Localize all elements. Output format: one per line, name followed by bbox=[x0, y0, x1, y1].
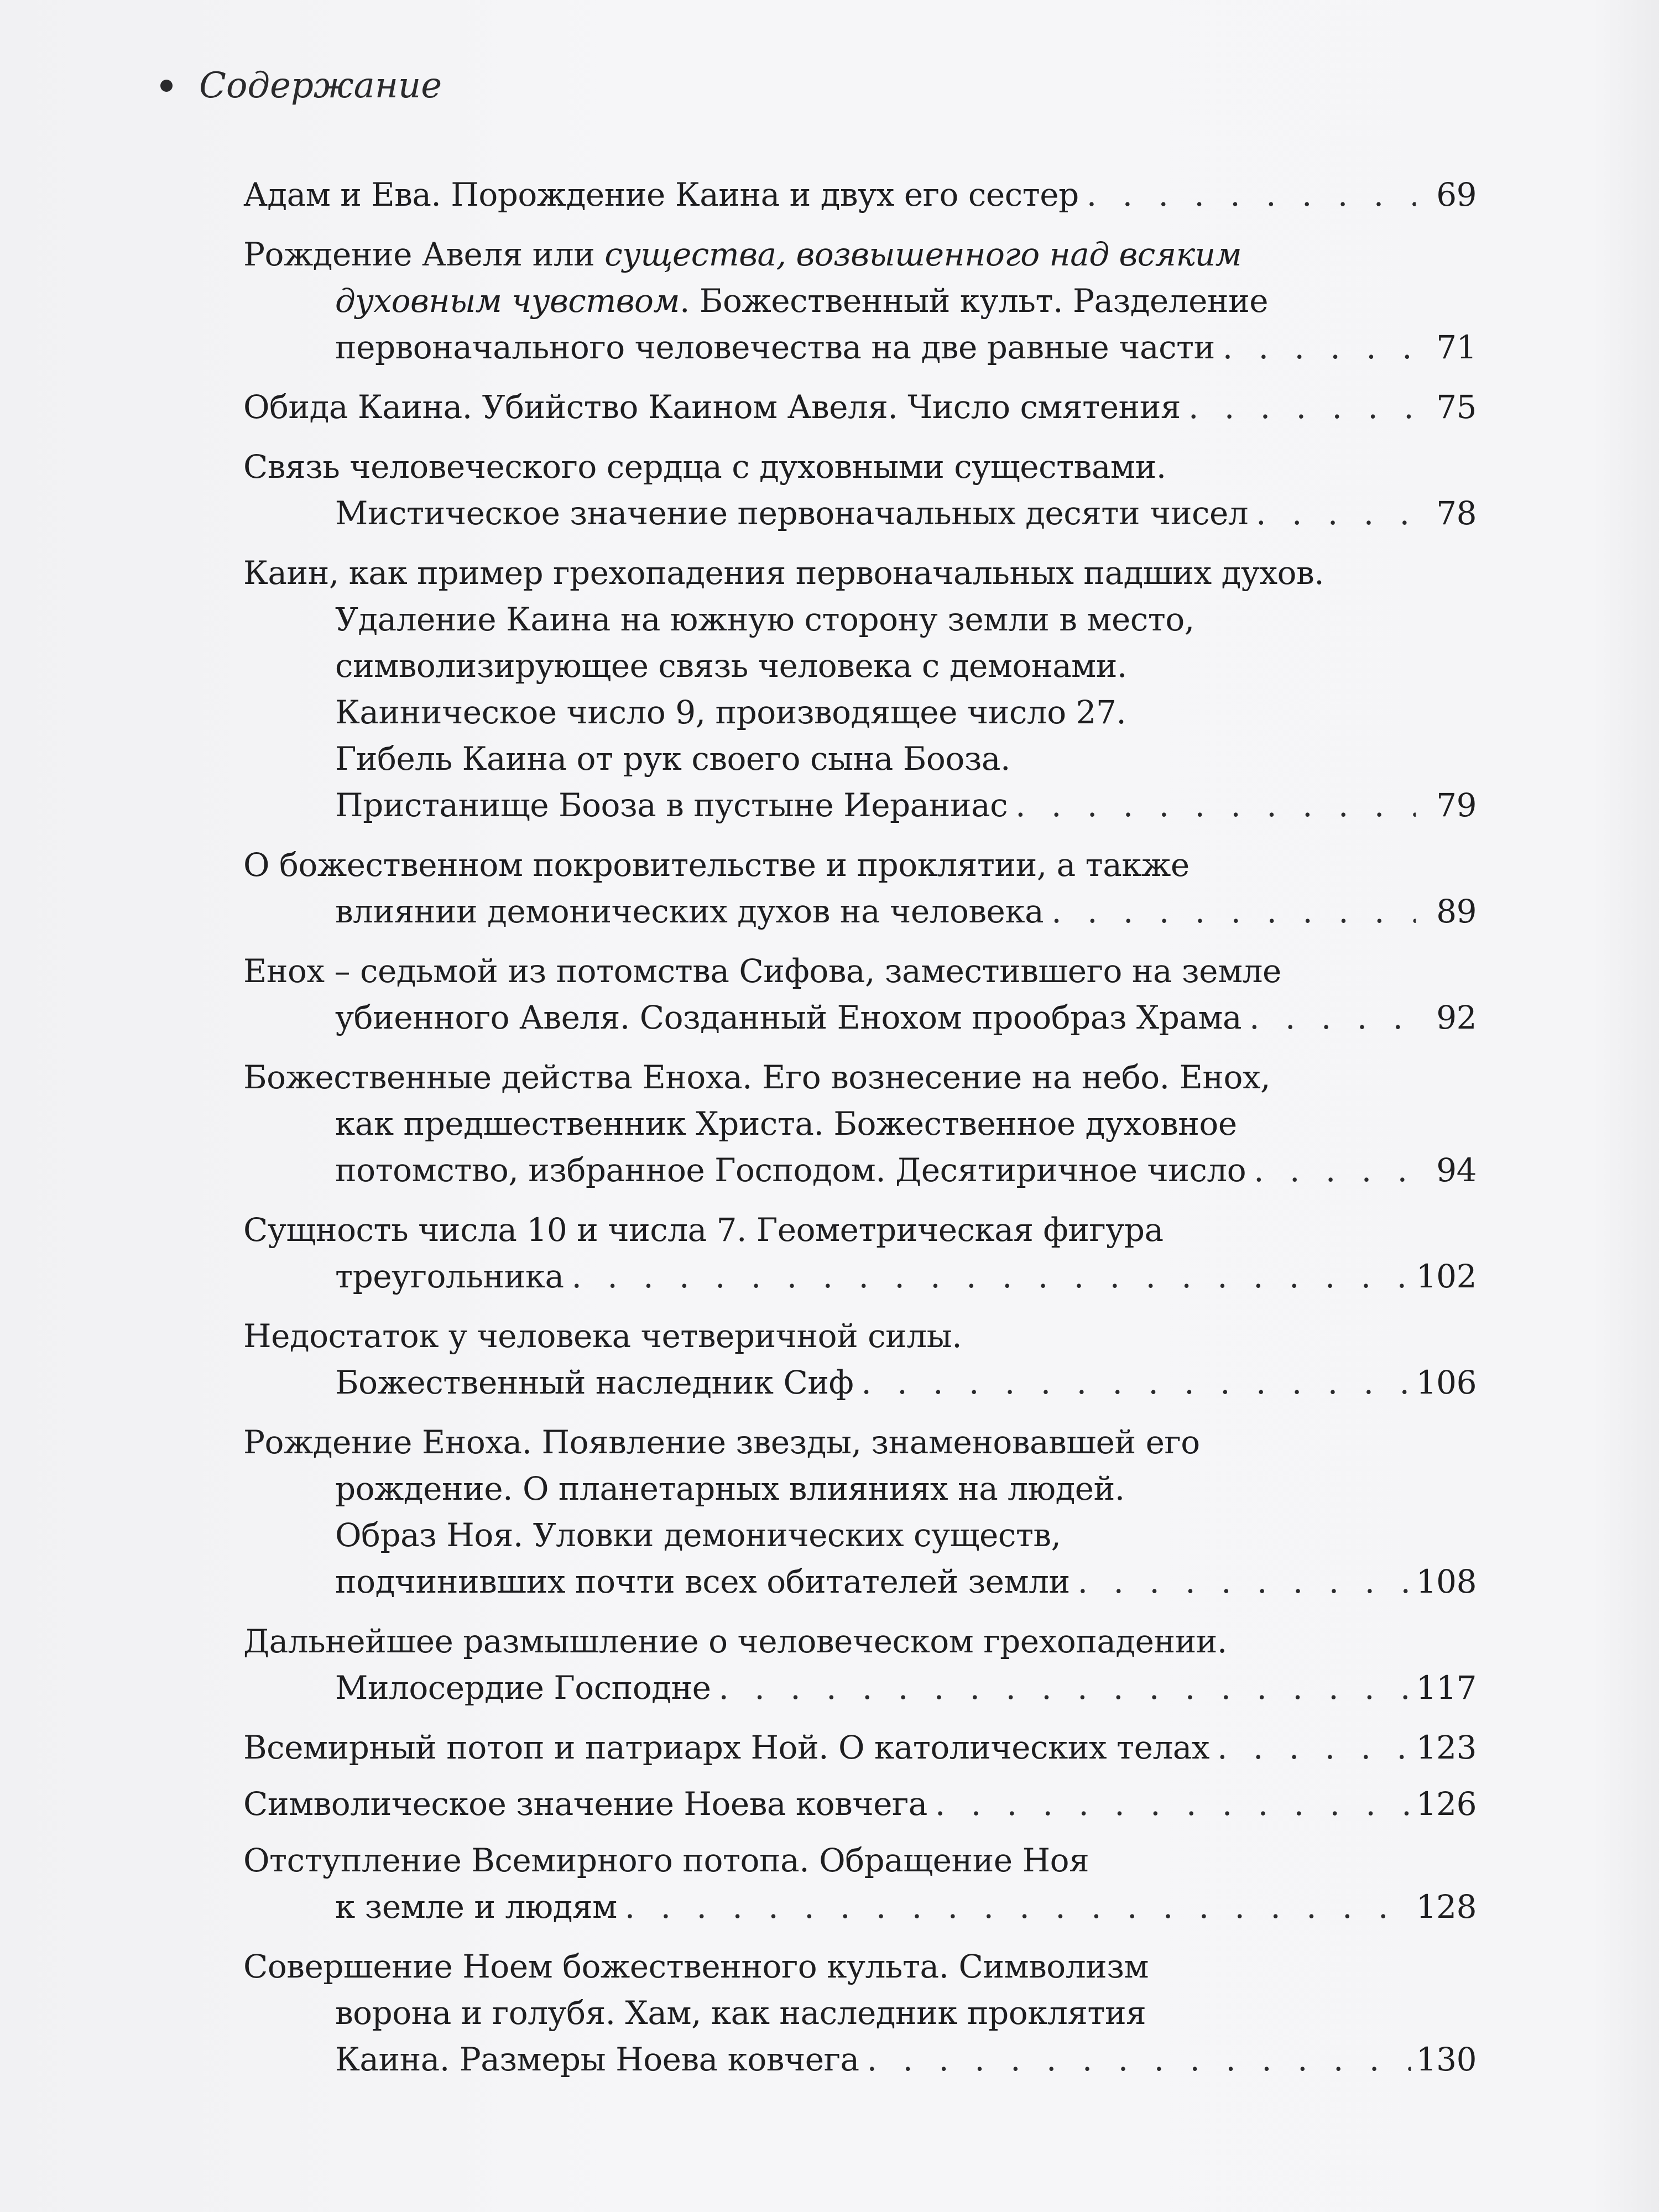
dot-leader bbox=[625, 1884, 1411, 1930]
toc-entry-text: влиянии демонических духов на человека bbox=[335, 893, 1044, 930]
dot-leader bbox=[1051, 888, 1416, 935]
toc-entry-text: подчинивших почти всех обитателей земли bbox=[335, 1563, 1070, 1600]
dot-leader bbox=[1087, 171, 1416, 218]
toc-page-number: 69 bbox=[1436, 176, 1477, 213]
toc-entry-text: Совершение Ноем божественного культа. Символизм bbox=[243, 1948, 1149, 1985]
toc-page-number: 78 bbox=[1436, 494, 1477, 532]
toc-entry bbox=[243, 1943, 1477, 2083]
toc-entry bbox=[243, 1054, 1477, 1193]
toc-page-number: 75 bbox=[1436, 388, 1477, 426]
toc-entry bbox=[243, 384, 1477, 430]
bullet-icon bbox=[160, 80, 173, 92]
toc-entry bbox=[243, 550, 1477, 828]
dot-leader bbox=[861, 1359, 1410, 1406]
toc-entry bbox=[243, 444, 1477, 536]
dot-leader bbox=[867, 2036, 1411, 2083]
toc-entry-text: символизирующее связь человека с демонами. bbox=[335, 647, 1127, 685]
toc-entry-text: Божественный наследник Сиф bbox=[335, 1364, 854, 1401]
dot-leader bbox=[1254, 1147, 1416, 1193]
dot-leader bbox=[1256, 490, 1416, 536]
toc-entry bbox=[243, 171, 1477, 218]
toc-entry-text-italic: существа, возвышенного над всяким bbox=[604, 236, 1242, 273]
toc-entry-text: Связь человеческого сердца с духовными существами. bbox=[243, 448, 1166, 486]
table-of-contents bbox=[243, 171, 1477, 2096]
toc-entry bbox=[243, 1724, 1477, 1771]
toc-page-number: 106 bbox=[1416, 1364, 1477, 1401]
toc-entry-text: Дальнейшее размышление о человеческом грехопадении. bbox=[243, 1623, 1227, 1660]
toc-entry-text: Удаление Каина на южную сторону земли в место, bbox=[335, 601, 1194, 638]
running-header bbox=[160, 55, 442, 116]
toc-entry-text: Каина. Размеры Ноева ковчега bbox=[335, 2041, 859, 2078]
toc-entry-text: Рождение Еноха. Появление звезды, знаменовавшей его bbox=[243, 1423, 1200, 1461]
toc-entry-text: как предшественник Христа. Божественное духовное bbox=[335, 1105, 1237, 1142]
toc-entry-text: Отступление Всемирного потопа. Обращение Ноя bbox=[243, 1841, 1089, 1879]
dot-leader bbox=[1249, 994, 1416, 1041]
dot-leader bbox=[1188, 384, 1416, 430]
toc-entry-text: ворона и голубя. Хам, как наследник проклятия bbox=[335, 1994, 1146, 2032]
toc-entry bbox=[243, 842, 1477, 935]
toc-page-number: 123 bbox=[1416, 1729, 1477, 1766]
toc-entry-text: Рождение Авеля или bbox=[243, 236, 605, 273]
toc-entry-text: к земле и людям bbox=[335, 1888, 617, 1926]
toc-entry-text: треугольника bbox=[335, 1258, 564, 1295]
toc-entry-text: Мистическое значение первоначальных десяти чисел bbox=[335, 494, 1249, 532]
toc-entry bbox=[243, 1837, 1477, 1930]
toc-entry-text: О божественном покровительстве и проклятии, а также bbox=[243, 846, 1190, 884]
toc-page-number: 79 bbox=[1436, 786, 1477, 824]
toc-page-number: 92 bbox=[1436, 999, 1477, 1036]
toc-entry-text: . Божественный культ. Разделение bbox=[680, 282, 1269, 320]
toc-entry-text: Енох – седьмой из потомства Сифова, заместившего на земле bbox=[243, 952, 1281, 990]
toc-entry bbox=[243, 1313, 1477, 1406]
toc-page-number: 102 bbox=[1416, 1258, 1477, 1295]
toc-page-number: 117 bbox=[1416, 1669, 1477, 1707]
toc-entry-text: убиенного Авеля. Созданный Енохом прообраз Храма bbox=[335, 999, 1242, 1036]
toc-page-number: 108 bbox=[1416, 1563, 1477, 1600]
toc-page-number: 89 bbox=[1436, 893, 1477, 930]
toc-page-number: 130 bbox=[1416, 2041, 1477, 2078]
toc-entry-text: Пристанище Бооза в пустыне Иераниас bbox=[335, 786, 1008, 824]
toc-entry-text: Сущность числа 10 и числа 7. Геометрическая фигура bbox=[243, 1211, 1164, 1249]
toc-entry-text: Гибель Каина от рук своего сына Бооза. bbox=[335, 740, 1010, 778]
toc-entry-text: Милосердие Господне bbox=[335, 1669, 711, 1707]
dot-leader bbox=[1223, 324, 1416, 371]
toc-entry-text: Божественные действа Еноха. Его вознесение на небо. Енох, bbox=[243, 1058, 1271, 1096]
dot-leader bbox=[935, 1781, 1411, 1827]
toc-entry-text: Недостаток у человека четверичной силы. bbox=[243, 1317, 962, 1355]
dot-leader bbox=[1217, 1724, 1411, 1771]
spine-shadow bbox=[1593, 0, 1659, 2212]
toc-entry bbox=[243, 1207, 1477, 1300]
toc-entry bbox=[243, 1618, 1477, 1711]
toc-entry-text: первоначального человечества на две равные части bbox=[335, 328, 1215, 366]
toc-entry bbox=[243, 1419, 1477, 1605]
header-title: Содержание bbox=[199, 65, 442, 106]
toc-entry bbox=[243, 948, 1477, 1041]
toc-entry-text: Каин, как пример грехопадения первоначальных падших духов. bbox=[243, 554, 1324, 592]
toc-entry-text: Символическое значение Ноева ковчега bbox=[243, 1785, 927, 1823]
dot-leader bbox=[1078, 1558, 1411, 1605]
toc-page-number: 126 bbox=[1416, 1785, 1477, 1823]
dot-leader bbox=[572, 1253, 1411, 1300]
toc-entry-text: Каиническое число 9, производящее число 27. bbox=[335, 693, 1126, 731]
toc-entry-text: Обида Каина. Убийство Каином Авеля. Число смятения bbox=[243, 388, 1181, 426]
toc-entry bbox=[243, 1781, 1477, 1827]
toc-page-number: 128 bbox=[1416, 1888, 1477, 1926]
toc-entry-text: Адам и Ева. Порождение Каина и двух его сестер bbox=[243, 176, 1079, 213]
toc-entry-text-italic: духовным чувством bbox=[335, 282, 680, 320]
toc-entry bbox=[243, 231, 1477, 371]
toc-entry-text: потомство, избранное Господом. Десятиричное число bbox=[335, 1151, 1246, 1189]
toc-page-number: 94 bbox=[1436, 1151, 1477, 1189]
toc-entry-text: Всемирный потоп и патриарх Ной. О католических телах bbox=[243, 1729, 1210, 1766]
toc-entry-text: Образ Ноя. Уловки демонических существ, bbox=[335, 1516, 1061, 1554]
dot-leader bbox=[1015, 782, 1416, 828]
toc-page-number: 71 bbox=[1436, 328, 1477, 366]
dot-leader bbox=[718, 1665, 1410, 1711]
toc-entry-text: рождение. О планетарных влияниях на людей. bbox=[335, 1470, 1125, 1507]
